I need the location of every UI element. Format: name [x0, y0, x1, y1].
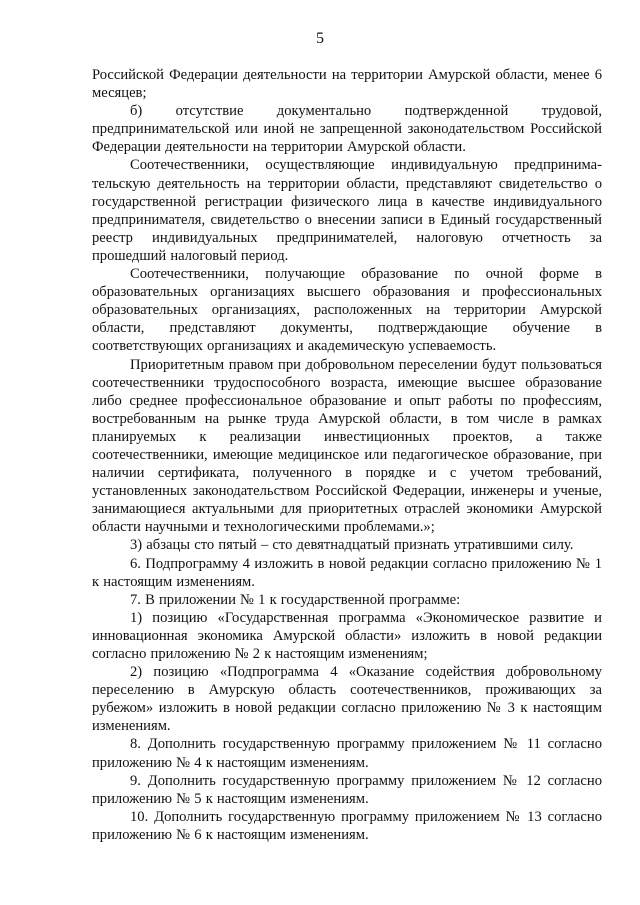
page-number: 5: [316, 30, 324, 47]
paragraph: 7. В приложении № 1 к государственной программе:: [130, 591, 461, 608]
document-body: [92, 66, 602, 844]
paragraph: Приоритетным правом при добровольном переселении будут пользоваться соотечественники трудоспособного возраста, имеющие высшее образование либо среднее профессиональное образование и опыт работы по профессиям, востребованным на рынке труда Амурской области, в том числе в рамках планируемых к реализации инвестиционных проектов, а также соотечественники, имеющие медицинское или педагогическое образование, при наличии сертификата, полученного в порядке и с учетом требований, установленных законодательством Российской Федерации, инженеры и ученые, занимающиеся актуальными для приоритетных отраслей экономики Амурской области научными и технологическими проблемами.»;: [92, 356, 602, 536]
paragraph: 10. Дополнить государственную программу приложением № 13 согласно приложению № 6 к настоящим изменениям.: [92, 808, 602, 843]
paragraph: 2) позицию «Подпрограмма 4 «Оказание содействия добровольному переселению в Амурскую область соотечественников, проживающих за рубежом» изложить в новой редакции согласно приложению № 3 к настоящим изменениям.: [92, 664, 602, 735]
paragraph: Российской Федерации деятельности на территории Амурской области, менее 6 месяцев;: [92, 67, 602, 102]
paragraph: 3) абзацы сто пятый – сто девятнадцатый признать утратившими силу.: [130, 537, 574, 554]
paragraph: 9. Дополнить государственную программу приложением № 12 согласно приложению № 5 к настоящим изменениям.: [92, 772, 602, 807]
paragraph: Соотечественники, осуществляющие индивидуальную предпринимательскую деятельность на территории области, представляют свидетельство о государственной регистрации физического лица в качестве индивидуального предпринимателя, свидетельство о внесении записи в Единый государственный реестр индивидуальных предпринимателей, налоговую отчетность за прошедший налоговый период.: [92, 157, 602, 264]
paragraph: Соотечественники, получающие образование по очной форме в образовательных организациях высшего образования и профессиональных образовательных организациях, расположенных на территории Амурской области, представляют документы, подтверждающие обучение в соответствующих организациях и академическую успеваемость.: [92, 266, 602, 355]
paragraph: 1) позицию «Государственная программа «Экономическое развитие и инновационная экономика Амурской области» изложить в новой редакции согласно приложению № 2 к настоящим изменениям;: [92, 609, 602, 662]
paragraph: 6. Подпрограмму 4 изложить в новой редакции согласно приложению № 1 к настоящим изменениям.: [92, 555, 602, 590]
paragraph: б) отсутствие документально подтвержденной трудовой, предпринимательской или иной не запрещенной законодательством Российской Федерации деятельности на территории Амурской области.: [92, 103, 602, 156]
paragraph: 8. Дополнить государственную программу приложением № 11 согласно приложению № 4 к настоящим изменениям.: [92, 736, 602, 771]
